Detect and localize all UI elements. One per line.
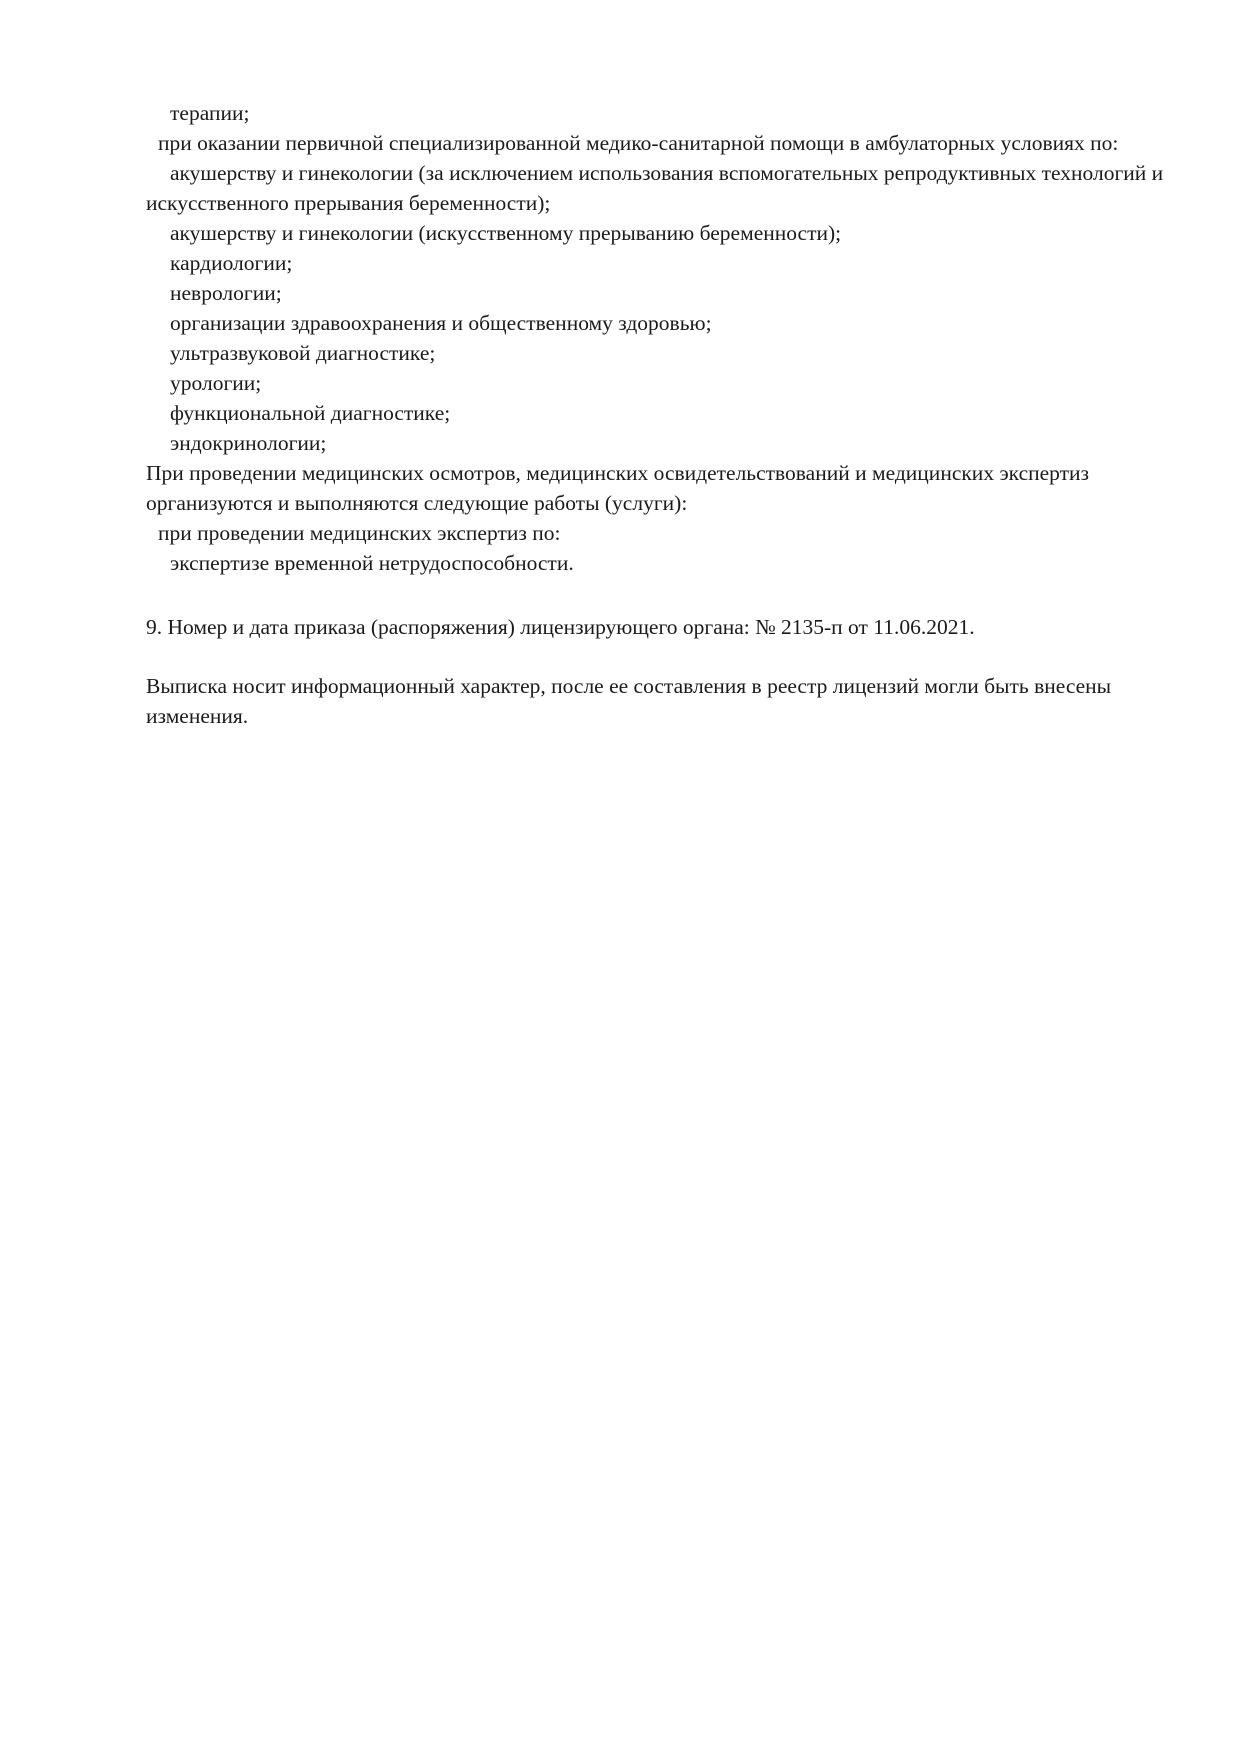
expertise-intro: при проведении медицинских экспертиз по: [158,521,561,545]
item-functional-diag: функциональной диагностике; [170,401,451,425]
order-line: 9. Номер и дата приказа (распоряжения) лицензирующего органа: № 2135-п от 11.06.2021. [146,615,975,639]
disclaimer: Выписка носит информационный характер, после ее составления в реестр лицензий могли быть внесены изменения. [146,674,1112,728]
item-neurology: неврологии; [170,281,282,305]
primary-care-intro: при оказании первичной специализированной медико-санитарной помощи в амбулаторных условиях по: [158,131,1119,155]
spacer [146,642,1186,671]
item-endocrinology: эндокринологии; [170,431,327,455]
item-urology: урологии; [170,371,262,395]
item-health-org: организации здравоохранения и общественному здоровью; [170,311,712,335]
item-cardiology: кардиологии; [170,251,293,275]
item-obgyn-abortion: акушерству и гинекологии (искусственному прерыванию беременности); [170,221,842,245]
item-ultrasound: ультразвуковой диагностике; [170,341,436,365]
item-therapy: терапии; [170,101,250,125]
item-obgyn-excl: акушерству и гинекологии (за исключением использования вспомогательных репродуктивных технологий и искусственного прерывания беременности); [146,161,1164,215]
document-page [146,98,1186,731]
item-temp-disability: экспертизе временной нетрудоспособности. [170,551,574,575]
spacer [146,578,1186,612]
exams-intro: При проведении медицинских осмотров, медицинских освидетельствований и медицинских экспертиз организуются и выполняются следующие работы (услуги): [146,461,1090,515]
